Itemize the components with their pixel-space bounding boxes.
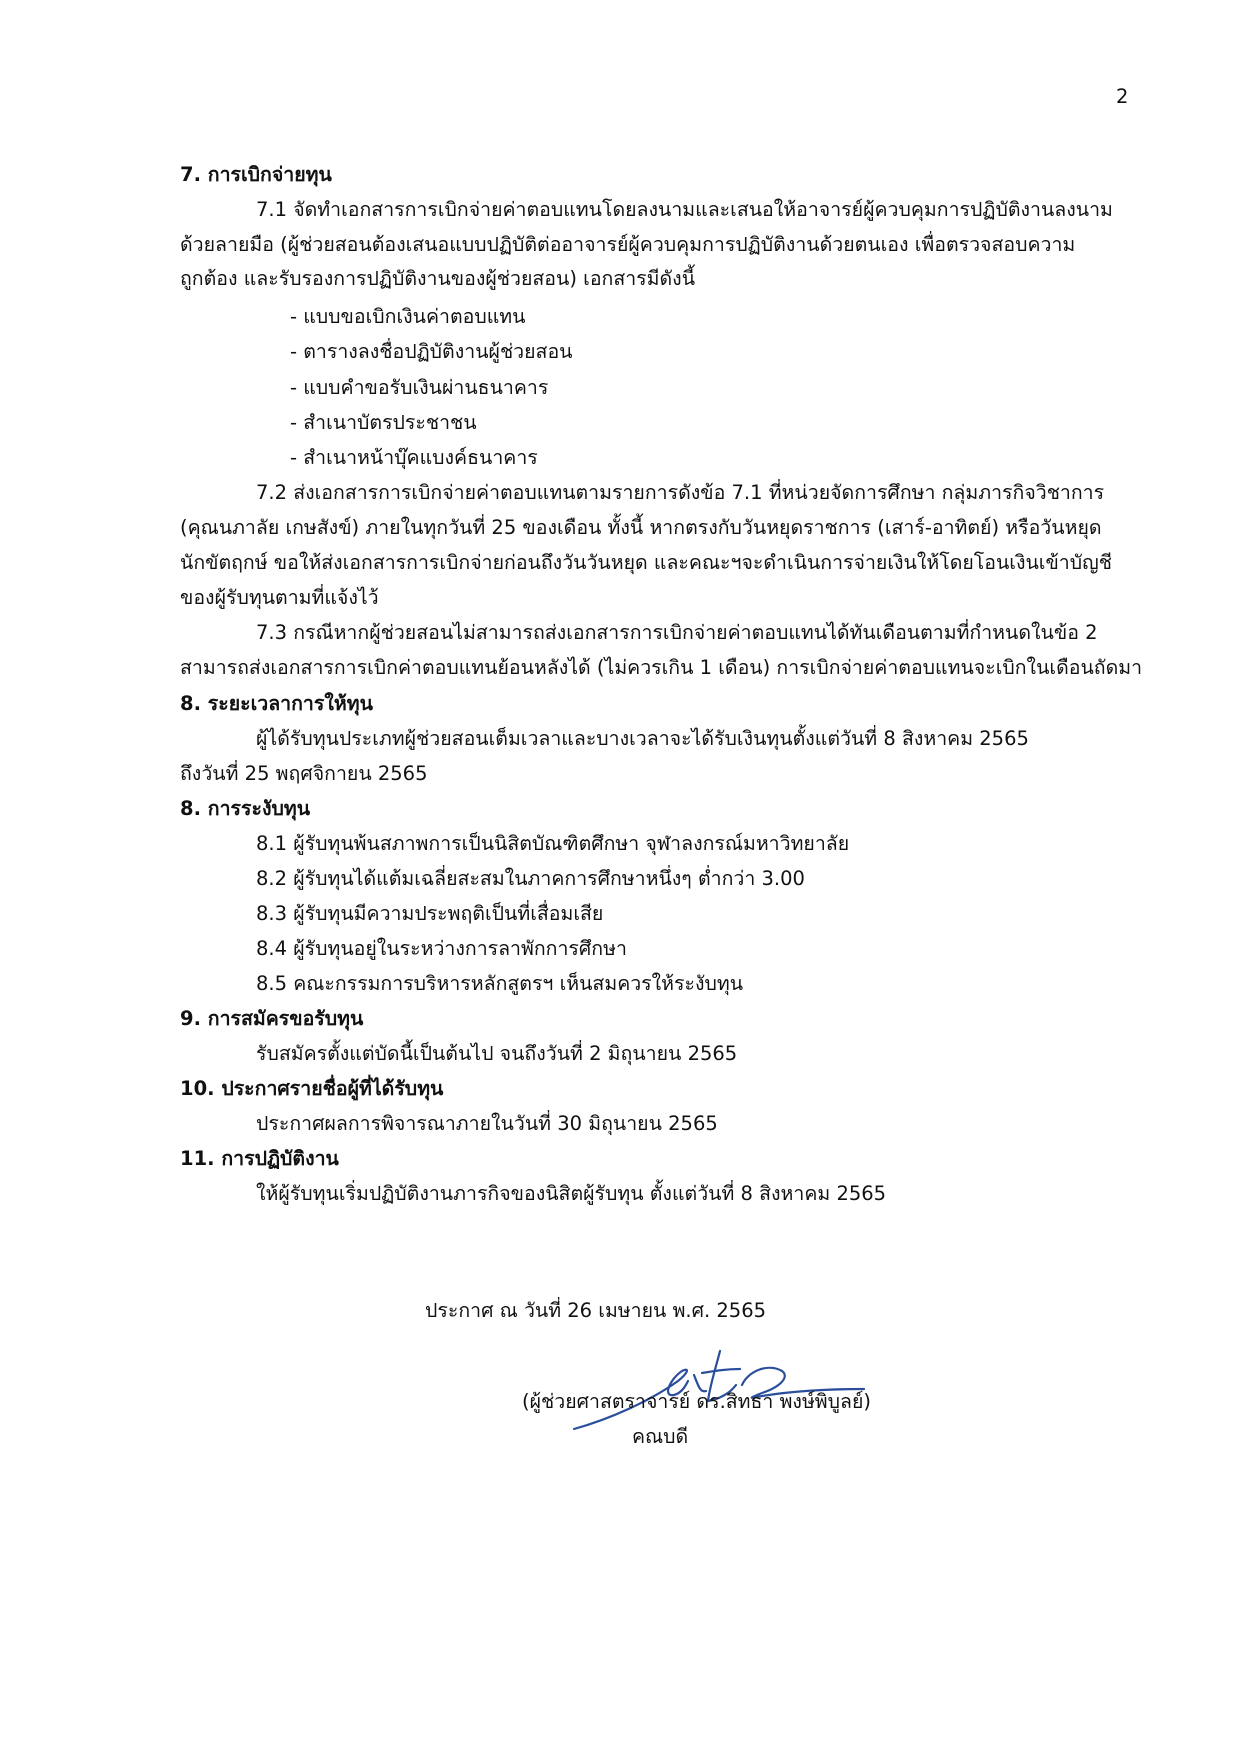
paragraph-line: 7.3 กรณีหากผู้ช่วยสอนไม่สามารถส่งเอกสารการเบิกจ่ายค่าตอบแทนได้ทันเดือนตามที่กำหนดในข้อ 2 [256,621,1098,644]
signer-name: (ผู้ช่วยศาสตราจารย์ ดร.สิทธา พงษ์พิบูลย์) [522,1390,872,1413]
suspension-item: 8.2 ผู้รับทุนได้แต้มเฉลี่ยสะสมในภาคการศึกษาหนึ่งๆ ต่ำกว่า 3.00 [256,867,805,890]
paragraph-line: ผู้ได้รับทุนประเภทผู้ช่วยสอนเต็มเวลาและบางเวลาจะได้รับเงินทุนตั้งแต่วันที่ 8 สิงหาคม 2565 [256,727,1029,750]
paragraph-line: ของผู้รับทุนตามที่แจ้งไว้ [180,586,379,609]
section-8-duration-heading: 8. ระยะเวลาการให้ทุน [180,692,373,715]
paragraph-line: ประกาศผลการพิจารณาภายในวันที่ 30 มิถุนายน 2565 [256,1112,718,1135]
suspension-item: 8.5 คณะกรรมการบริหารหลักสูตรฯ เห็นสมควรให้ระงับทุน [256,972,744,995]
doc-list-item: - แบบขอเบิกเงินค่าตอบแทน [290,305,526,328]
section-11-heading: 11. การปฏิบัติงาน [180,1147,339,1170]
section-9-heading: 9. การสมัครขอรับทุน [180,1007,364,1030]
paragraph-line: นักขัตฤกษ์ ขอให้ส่งเอกสารการเบิกจ่ายก่อนถึงวันวันหยุด และคณะฯจะดำเนินการจ่ายเงินให้โดยโอนเงินเข้าบัญชี [180,551,1112,574]
paragraph-line: 7.2 ส่งเอกสารการเบิกจ่ายค่าตอบแทนตามรายการดังข้อ 7.1 ที่หน่วยจัดการศึกษา กลุ่มภารกิจวิชาการ [256,481,1105,504]
suspension-item: 8.4 ผู้รับทุนอยู่ในระหว่างการลาพักการศึกษา [256,937,627,960]
section-10-heading: 10. ประกาศรายชื่อผู้ที่ได้รับทุน [180,1077,444,1100]
paragraph-line: ด้วยลายมือ (ผู้ช่วยสอนต้องเสนอแบบปฏิบัติต่ออาจารย์ผู้ควบคุมการปฏิบัติงานด้วยตนเอง เพื่อตรวจสอบความ [180,233,1076,256]
paragraph-line: ให้ผู้รับทุนเริ่มปฏิบัติงานภารกิจของนิสิตผู้รับทุน ตั้งแต่วันที่ 8 สิงหาคม 2565 [256,1182,887,1205]
paragraph-line: สามารถส่งเอกสารการเบิกค่าตอบแทนย้อนหลังได้ (ไม่ควรเกิน 1 เดือน) การเบิกจ่ายค่าตอบแทนจะเบิกในเดือนถัดมา [180,656,1143,679]
announcement-date: ประกาศ ณ วันที่ 26 เมษายน พ.ศ. 2565 [425,1299,767,1322]
paragraph-line: ถูกต้อง และรับรองการปฏิบัติงานของผู้ช่วยสอน) เอกสารมีดังนี้ [180,267,696,290]
suspension-item: 8.1 ผู้รับทุนพ้นสภาพการเป็นนิสิตบัณฑิตศึกษา จุฬาลงกรณ์มหาวิทยาลัย [256,832,850,855]
doc-list-item: - สำเนาบัตรประชาชน [290,411,477,434]
doc-list-item: - ตารางลงชื่อปฏิบัติงานผู้ช่วยสอน [290,340,573,363]
paragraph-line: 7.1 จัดทำเอกสารการเบิกจ่ายค่าตอบแทนโดยลงนามและเสนอให้อาจารย์ผู้ควบคุมการปฏิบัติงานลงนาม [256,198,1113,221]
doc-list-item: - แบบคำขอรับเงินผ่านธนาคาร [290,376,549,399]
suspension-item: 8.3 ผู้รับทุนมีความประพฤติเป็นที่เสื่อมเสีย [256,902,604,925]
section-8-suspension-heading: 8. การระงับทุน [180,797,311,820]
paragraph-line: (คุณนภาลัย เกษสังข์) ภายในทุกวันที่ 25 ของเดือน ทั้งนี้ หากตรงกับวันหยุดราชการ (เสาร์-อาทิตย์) หรือวันหยุด [180,516,1102,539]
page-number: 2 [1116,85,1129,108]
paragraph-line: ถึงวันที่ 25 พฤศจิกายน 2565 [180,762,428,785]
signer-title: คณบดี [632,1425,689,1448]
doc-list-item: - สำเนาหน้าบุ๊คแบงค์ธนาคาร [290,446,538,469]
paragraph-line: รับสมัครตั้งแต่บัดนี้เป็นต้นไป จนถึงวันที่ 2 มิถุนายน 2565 [256,1042,738,1065]
section-7-heading: 7. การเบิกจ่ายทุน [180,163,332,186]
